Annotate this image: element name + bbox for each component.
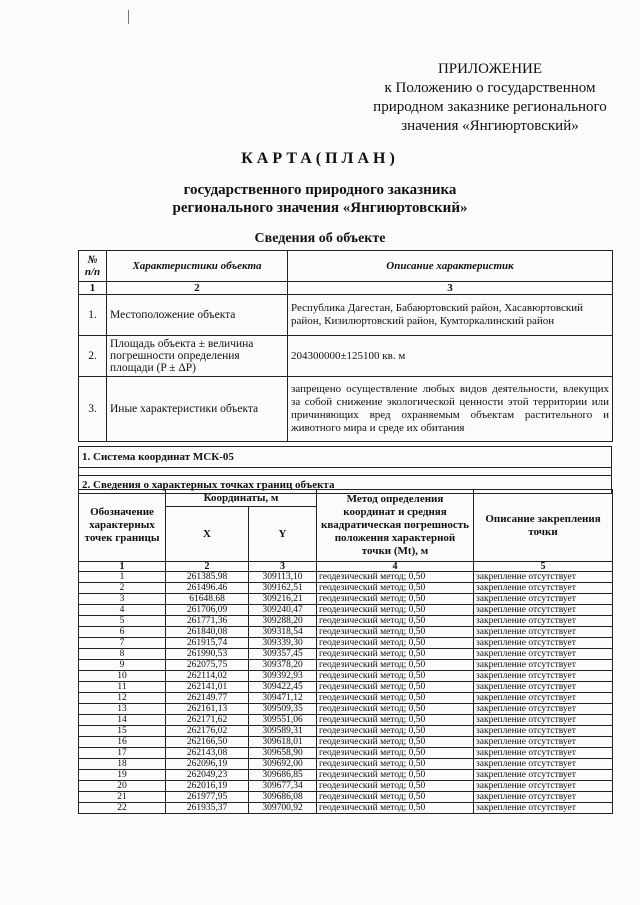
table-row bbox=[79, 671, 613, 682]
appendix-line: природном заказнике регионального bbox=[373, 99, 607, 115]
coord-y: 309686,08 bbox=[249, 792, 317, 803]
table-row bbox=[79, 682, 613, 693]
table-row bbox=[79, 737, 613, 748]
row-characteristic: Иные характеристики объекта bbox=[107, 377, 288, 442]
header-cell-desc: Описание характеристик bbox=[288, 251, 613, 282]
table-row bbox=[79, 748, 613, 759]
object-info-table bbox=[78, 250, 613, 442]
coord-x: 261496.46 bbox=[166, 583, 249, 594]
coord-x: 261840,08 bbox=[166, 627, 249, 638]
table-header-row bbox=[79, 251, 613, 282]
table-row bbox=[79, 627, 613, 638]
point-number: 5 bbox=[79, 616, 166, 627]
coord-y: 309216,21 bbox=[249, 594, 317, 605]
appendix-block bbox=[372, 60, 608, 136]
fixation-value: закрепление отсутствует bbox=[474, 704, 613, 715]
coord-x: 262176,02 bbox=[166, 726, 249, 737]
fixation-value: закрепление отсутствует bbox=[474, 737, 613, 748]
section-row bbox=[79, 447, 612, 468]
point-number: 13 bbox=[79, 704, 166, 715]
method-value: геодезический метод; 0,50 bbox=[317, 682, 474, 693]
table-row bbox=[79, 295, 613, 336]
subtitle-line: государственного природного заказника bbox=[183, 182, 457, 198]
coord-x: 262016,19 bbox=[166, 781, 249, 792]
coord-y: 309378,20 bbox=[249, 660, 317, 671]
fixation-value: закрепление отсутствует bbox=[474, 770, 613, 781]
coord-y: 309392,93 bbox=[249, 671, 317, 682]
coord-x: 261706,09 bbox=[166, 605, 249, 616]
point-number: 6 bbox=[79, 627, 166, 638]
coord-x: 262049,23 bbox=[166, 770, 249, 781]
point-number: 9 bbox=[79, 660, 166, 671]
method-value: геодезический метод; 0,50 bbox=[317, 583, 474, 594]
coord-y: 309288,20 bbox=[249, 616, 317, 627]
fixation-value: закрепление отсутствует bbox=[474, 594, 613, 605]
index-cell: 3 bbox=[249, 562, 317, 572]
method-value: геодезический метод; 0,50 bbox=[317, 649, 474, 660]
table-row bbox=[79, 572, 613, 583]
coord-x: 261977,95 bbox=[166, 792, 249, 803]
fixation-value: закрепление отсутствует bbox=[474, 803, 613, 814]
coord-x: 262114,02 bbox=[166, 671, 249, 682]
method-value: геодезический метод; 0,50 bbox=[317, 759, 474, 770]
fixation-value: закрепление отсутствует bbox=[474, 616, 613, 627]
section-heading-coordinate-system: 1. Система координат МСК-05 bbox=[79, 447, 612, 468]
point-number: 12 bbox=[79, 693, 166, 704]
header-point: Обозначение характерных точек границы bbox=[79, 490, 166, 562]
table-row bbox=[79, 336, 613, 377]
fixation-value: закрепление отсутствует bbox=[474, 682, 613, 693]
info-section-title: Сведения об объекте bbox=[254, 231, 386, 246]
coord-x: 262149.77 bbox=[166, 693, 249, 704]
appendix-title: ПРИЛОЖЕНИЕ bbox=[437, 61, 543, 77]
coord-y: 309677,34 bbox=[249, 781, 317, 792]
row-characteristic: Местоположение объекта bbox=[107, 295, 288, 336]
method-value: геодезический метод; 0,50 bbox=[317, 715, 474, 726]
appendix-line: значения «Янгиюртовский» bbox=[401, 118, 579, 134]
method-value: геодезический метод; 0,50 bbox=[317, 737, 474, 748]
table-row bbox=[79, 616, 613, 627]
row-characteristic: Площадь объекта ± величина погрешности определения площади (P ± ΔP) bbox=[107, 336, 288, 377]
method-value: геодезический метод; 0,50 bbox=[317, 693, 474, 704]
gap-cell bbox=[79, 468, 612, 476]
point-number: 7 bbox=[79, 638, 166, 649]
index-cell: 2 bbox=[166, 562, 249, 572]
point-number: 11 bbox=[79, 682, 166, 693]
coord-x: 261935,37 bbox=[166, 803, 249, 814]
method-value: геодезический метод; 0,50 bbox=[317, 792, 474, 803]
point-number: 22 bbox=[79, 803, 166, 814]
index-cell: 4 bbox=[317, 562, 474, 572]
coord-x: 261385.98 bbox=[166, 572, 249, 583]
coord-y: 309686,85 bbox=[249, 770, 317, 781]
method-value: геодезический метод; 0,50 bbox=[317, 616, 474, 627]
method-value: геодезический метод; 0,50 bbox=[317, 638, 474, 649]
coord-x: 261771,36 bbox=[166, 616, 249, 627]
fixation-value: закрепление отсутствует bbox=[474, 792, 613, 803]
table-row bbox=[79, 605, 613, 616]
method-value: геодезический метод; 0,50 bbox=[317, 748, 474, 759]
subtitle-line: регионального значения «Янгиюртовский» bbox=[172, 200, 468, 216]
coord-y: 309318,54 bbox=[249, 627, 317, 638]
header-method: Метод определения координат и средняя квадратическая погрешность положения характерной точки (Mt), м bbox=[317, 490, 474, 562]
point-number: 14 bbox=[79, 715, 166, 726]
method-value: геодезический метод; 0,50 bbox=[317, 770, 474, 781]
method-value: геодезический метод; 0,50 bbox=[317, 803, 474, 814]
header-y: Y bbox=[249, 507, 317, 562]
coord-y: 309700,92 bbox=[249, 803, 317, 814]
point-number: 1 bbox=[79, 572, 166, 583]
coord-y: 309551,06 bbox=[249, 715, 317, 726]
fixation-value: закрепление отсутствует bbox=[474, 759, 613, 770]
fixation-value: закрепление отсутствует bbox=[474, 638, 613, 649]
method-value: геодезический метод; 0,50 bbox=[317, 671, 474, 682]
row-description: 204300000±125100 кв. м bbox=[288, 336, 613, 377]
coord-y: 309692,00 bbox=[249, 759, 317, 770]
fixation-value: закрепление отсутствует bbox=[474, 583, 613, 594]
fixation-value: закрепление отсутствует bbox=[474, 627, 613, 638]
table-row bbox=[79, 693, 613, 704]
fixation-value: закрепление отсутствует bbox=[474, 572, 613, 583]
table-row bbox=[79, 781, 613, 792]
table-row bbox=[79, 704, 613, 715]
table-row bbox=[79, 660, 613, 671]
section-heading-boundary-points: 2. Сведения о характерных точках границ объекта bbox=[79, 476, 612, 494]
coord-x: 262141,01 bbox=[166, 682, 249, 693]
fixation-value: закрепление отсутствует bbox=[474, 781, 613, 792]
index-cell: 3 bbox=[288, 282, 613, 295]
scan-mark bbox=[128, 10, 129, 24]
point-number: 3 bbox=[79, 594, 166, 605]
row-description: запрещено осуществление любых видов деятельности, влекущих за собой снижение экологической ценности этой территории или причиняющих вред охраняемым объектам растительного и животного мира и среде их обитания bbox=[288, 377, 613, 442]
coord-y: 309240,47 bbox=[249, 605, 317, 616]
table-row bbox=[79, 759, 613, 770]
coord-x: 262166,50 bbox=[166, 737, 249, 748]
table-row bbox=[79, 583, 613, 594]
table-row bbox=[79, 770, 613, 781]
point-number: 20 bbox=[79, 781, 166, 792]
sections-table bbox=[78, 446, 612, 494]
point-number: 8 bbox=[79, 649, 166, 660]
index-cell: 5 bbox=[474, 562, 613, 572]
header-coordinates: Координаты, м bbox=[166, 490, 317, 507]
section-gap bbox=[79, 468, 612, 476]
fixation-value: закрепление отсутствует bbox=[474, 693, 613, 704]
fixation-value: закрепление отсутствует bbox=[474, 649, 613, 660]
coord-y: 309113,10 bbox=[249, 572, 317, 583]
coord-y: 309589,31 bbox=[249, 726, 317, 737]
table-row bbox=[79, 594, 613, 605]
appendix-line: к Положению о государственном bbox=[384, 80, 596, 96]
index-cell: 1 bbox=[79, 282, 107, 295]
fixation-value: закрепление отсутствует bbox=[474, 671, 613, 682]
method-value: геодезический метод; 0,50 bbox=[317, 594, 474, 605]
table-row bbox=[79, 726, 613, 737]
point-number: 2 bbox=[79, 583, 166, 594]
row-number: 2. bbox=[79, 336, 107, 377]
point-number: 15 bbox=[79, 726, 166, 737]
point-number: 16 bbox=[79, 737, 166, 748]
coord-x: 262143,08 bbox=[166, 748, 249, 759]
method-value: геодезический метод; 0,50 bbox=[317, 572, 474, 583]
header-cell-char: Характеристики объекта bbox=[107, 251, 288, 282]
coord-y: 309509,35 bbox=[249, 704, 317, 715]
point-number: 18 bbox=[79, 759, 166, 770]
table-row bbox=[79, 649, 613, 660]
row-description: Республика Дагестан, Бабаюртовский район, Хасавюртовский район, Кизилюртовский район, Кумторкалинский район bbox=[288, 295, 613, 336]
method-value: геодезический метод; 0,50 bbox=[317, 781, 474, 792]
boundary-points-table bbox=[78, 489, 613, 814]
coord-x: 61648.68 bbox=[166, 594, 249, 605]
coord-y: 309422,45 bbox=[249, 682, 317, 693]
method-value: геодезический метод; 0,50 bbox=[317, 726, 474, 737]
document-subtitle bbox=[0, 181, 640, 217]
header-description: Описание закрепления точки bbox=[474, 490, 613, 562]
fixation-value: закрепление отсутствует bbox=[474, 715, 613, 726]
index-cell: 1 bbox=[79, 562, 166, 572]
table-header-row bbox=[79, 490, 613, 507]
table-row bbox=[79, 792, 613, 803]
point-number: 4 bbox=[79, 605, 166, 616]
coord-y: 309339,30 bbox=[249, 638, 317, 649]
header-cell-num: № п/п bbox=[79, 251, 107, 282]
method-value: геодезический метод; 0,50 bbox=[317, 605, 474, 616]
table-row bbox=[79, 377, 613, 442]
method-value: геодезический метод; 0,50 bbox=[317, 627, 474, 638]
coord-x: 262171,62 bbox=[166, 715, 249, 726]
coord-y: 309658,90 bbox=[249, 748, 317, 759]
coord-y: 309162,51 bbox=[249, 583, 317, 594]
point-number: 17 bbox=[79, 748, 166, 759]
fixation-value: закрепление отсутствует bbox=[474, 726, 613, 737]
header-x: X bbox=[166, 507, 249, 562]
coord-y: 309471,12 bbox=[249, 693, 317, 704]
index-cell: 2 bbox=[107, 282, 288, 295]
coord-x: 262161,13 bbox=[166, 704, 249, 715]
fixation-value: закрепление отсутствует bbox=[474, 660, 613, 671]
table-row bbox=[79, 715, 613, 726]
row-number: 3. bbox=[79, 377, 107, 442]
method-value: геодезический метод; 0,50 bbox=[317, 660, 474, 671]
table-index-row bbox=[79, 562, 613, 572]
method-value: геодезический метод; 0,50 bbox=[317, 704, 474, 715]
fixation-value: закрепление отсутствует bbox=[474, 748, 613, 759]
coord-x: 261990,53 bbox=[166, 649, 249, 660]
point-number: 10 bbox=[79, 671, 166, 682]
map-title: КАРТА(ПЛАН) bbox=[241, 150, 399, 167]
row-number: 1. bbox=[79, 295, 107, 336]
point-number: 21 bbox=[79, 792, 166, 803]
coord-x: 262096,19 bbox=[166, 759, 249, 770]
fixation-value: закрепление отсутствует bbox=[474, 605, 613, 616]
point-number: 19 bbox=[79, 770, 166, 781]
coord-y: 309357,45 bbox=[249, 649, 317, 660]
table-index-row bbox=[79, 282, 613, 295]
points-body bbox=[79, 572, 613, 814]
coord-y: 309618,01 bbox=[249, 737, 317, 748]
coord-x: 262075,75 bbox=[166, 660, 249, 671]
table-row bbox=[79, 803, 613, 814]
table-row bbox=[79, 638, 613, 649]
coord-x: 261915,74 bbox=[166, 638, 249, 649]
